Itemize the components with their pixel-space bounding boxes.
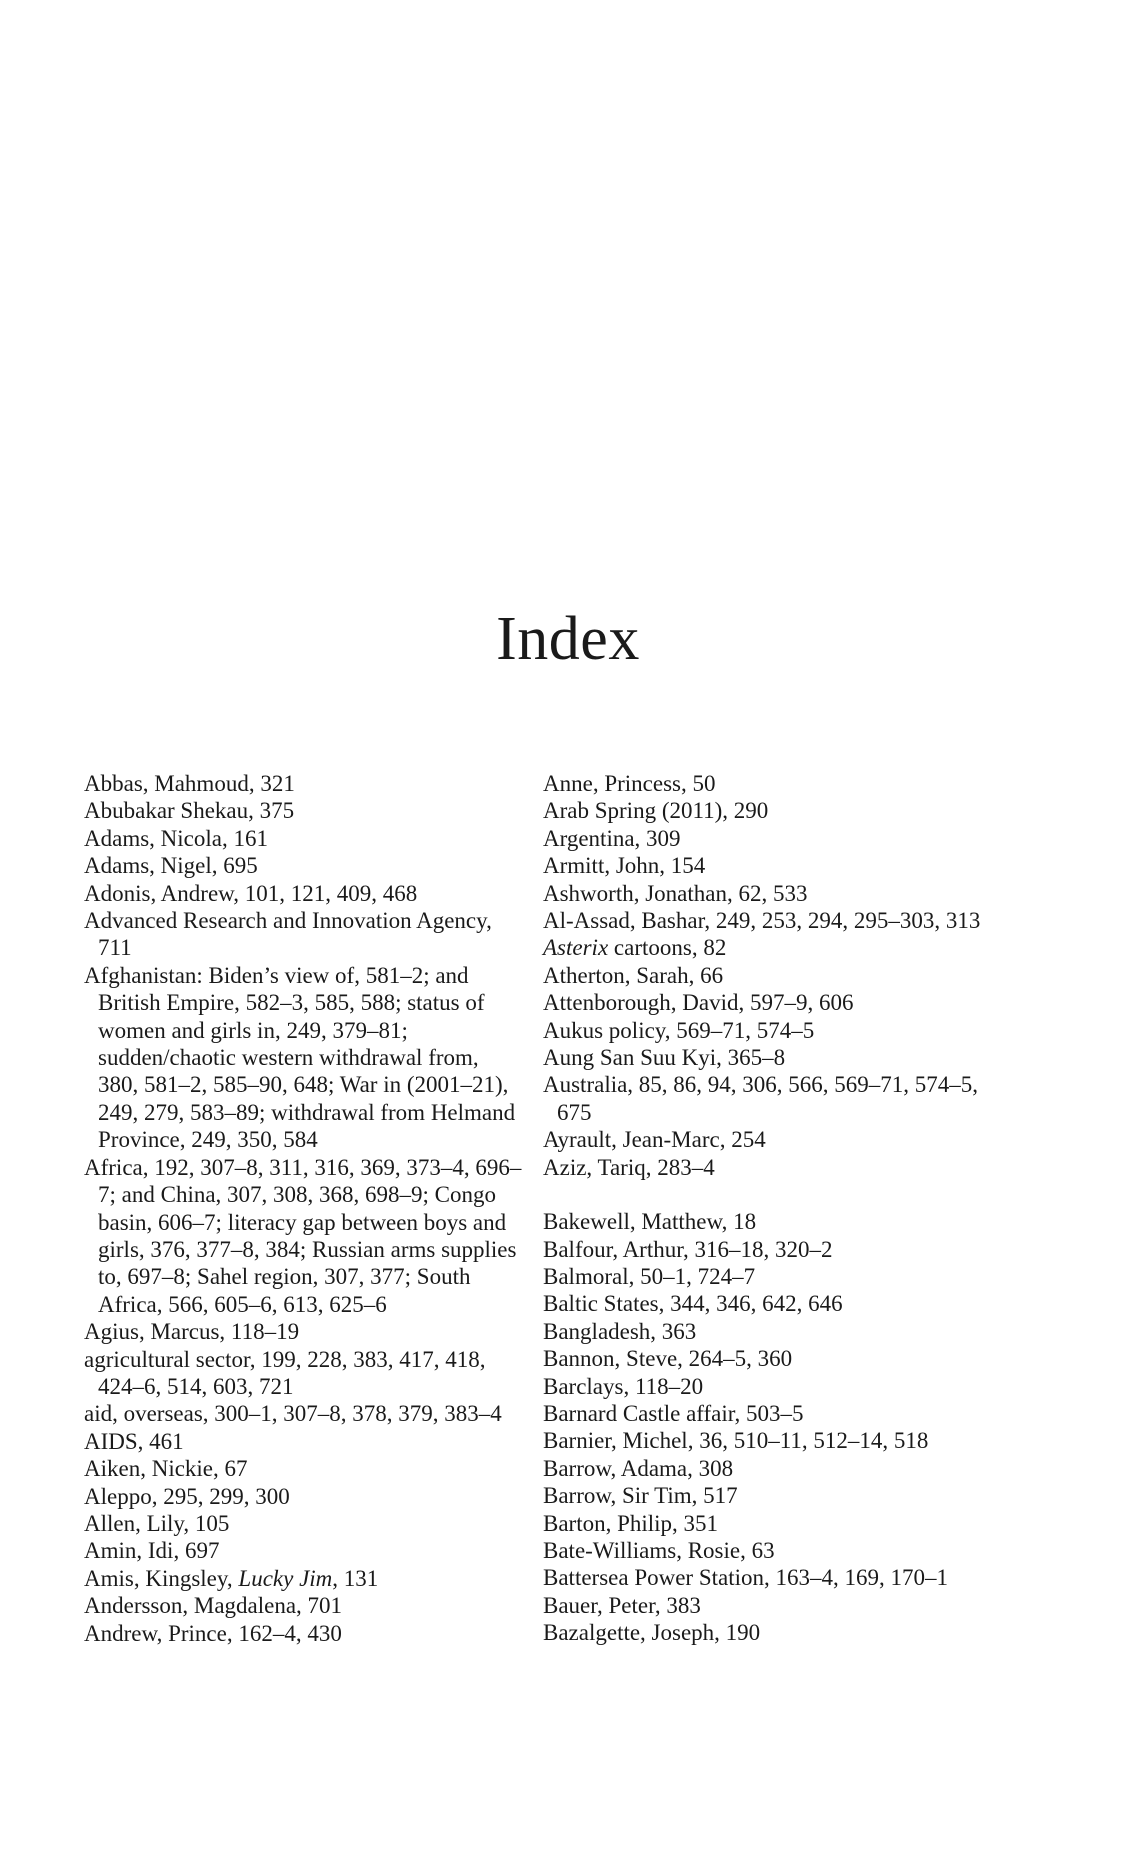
entry-text: Advanced Research and Innovation Agency, 711 (84, 908, 492, 961)
entry-text: Anne, Princess, 50 (543, 771, 716, 796)
index-entry (543, 1345, 1013, 1372)
index-entry (543, 989, 1013, 1016)
group-separator (543, 1181, 1013, 1208)
index-entry (84, 770, 524, 797)
entry-text: Balmoral, 50–1, 724–7 (543, 1263, 756, 1289)
entry-text: Al-Assad, Bashar, 249, 253, 294, 295–303, 313 (543, 908, 981, 934)
index-entry (84, 1318, 524, 1345)
entry-text: Amin, Idi, 697 (84, 1538, 220, 1564)
entry-title-italic: Lucky Jim (238, 1565, 333, 1591)
entry-text: Barton, Philip, 351 (543, 1510, 719, 1536)
entry-text: Balfour, Arthur, 316–18, 320–2 (543, 1236, 833, 1262)
entry-text: aid, overseas, 300–1, 307–8, 378, 379, 383–4 (84, 1401, 502, 1427)
index-entry (543, 1318, 1013, 1345)
entry-text: Armitt, John, 154 (543, 853, 706, 879)
index-column-left (84, 770, 524, 1647)
index-entry (84, 962, 524, 1154)
entry-text: Arab Spring (2011), 290 (543, 798, 769, 824)
index-entry (543, 1071, 1013, 1126)
index-entry (543, 1455, 1013, 1482)
entry-text: Baltic States, 344, 346, 642, 646 (543, 1291, 843, 1317)
entry-text: Argentina, 309 (543, 825, 681, 851)
index-entry (84, 907, 524, 962)
entry-text: Agius, Marcus, 118–19 (84, 1319, 300, 1345)
index-entry (84, 1400, 524, 1427)
entry-text: Abubakar Shekau, 375 (84, 798, 295, 824)
index-entry (543, 1290, 1013, 1317)
index-entry (543, 1126, 1013, 1153)
entry-text: Aukus policy, 569–71, 574–5 (543, 1017, 815, 1043)
index-entry (543, 907, 1013, 934)
index-entry (84, 1483, 524, 1510)
entry-text: Barnier, Michel, 36, 510–11, 512–14, 518 (543, 1428, 929, 1454)
index-entry (543, 1564, 1013, 1591)
entry-text: Ashworth, Jonathan, 62, 533 (543, 880, 808, 906)
entry-text: Adams, Nicola, 161 (84, 825, 268, 851)
index-entry (543, 1236, 1013, 1263)
entry-text: Bakewell, Matthew, 18 (543, 1209, 757, 1235)
index-entry (543, 1154, 1013, 1181)
index-entry (543, 1263, 1013, 1290)
entry-text: Aleppo, 295, 299, 300 (84, 1483, 290, 1509)
entry-text: Amis, Kingsley, (84, 1565, 239, 1591)
index-entry (84, 1565, 524, 1592)
entry-text-suffix: cartoons, 82 (608, 935, 727, 961)
entry-text: Bazalgette, Joseph, 190 (543, 1620, 761, 1646)
entry-text: Andrew, Prince, 162–4, 430 (84, 1620, 342, 1646)
page-title: Index (496, 605, 640, 673)
entry-text: Barrow, Adama, 308 (543, 1455, 734, 1481)
index-entry (543, 1619, 1013, 1646)
index-entry (543, 934, 1013, 961)
entry-text: Allen, Lily, 105 (84, 1510, 230, 1536)
index-entry (543, 852, 1013, 879)
entry-text-suffix: , 131 (332, 1565, 379, 1591)
entry-text: Aziz, Tariq, 283–4 (543, 1154, 715, 1180)
index-entry (543, 1482, 1013, 1509)
entry-text: Atherton, Sarah, 66 (543, 962, 724, 988)
index-entry (543, 825, 1013, 852)
index-entry (543, 1592, 1013, 1619)
entry-text: Australia, 85, 86, 94, 306, 566, 569–71, 574–5, 675 (543, 1072, 979, 1125)
index-entry (84, 880, 524, 907)
entry-text: Afghanistan: Biden’s view of, 581–2; and British Empire, 582–3, 585, 588; status of women and girls in, 249, 379–81; sudden/chaotic western withdrawal from, 380, 581–2, 585–90, 648; War in (2001–21), 249, 279, 583–89; withdrawal from Helmand Province, 249, 350, 584 (84, 962, 516, 1153)
index-entry (543, 770, 1013, 797)
entry-text: Adams, Nigel, 695 (84, 853, 258, 879)
index-entry (84, 1455, 524, 1482)
index-entry (84, 825, 524, 852)
index-entry (543, 1208, 1013, 1235)
index-entry (84, 1154, 524, 1318)
index-entry (543, 1044, 1013, 1071)
entry-text: Attenborough, David, 597–9, 606 (543, 990, 854, 1016)
entry-text: Barnard Castle affair, 503–5 (543, 1400, 804, 1426)
index-entry (543, 1510, 1013, 1537)
index-entry (543, 1427, 1013, 1454)
entry-text: Barclays, 118–20 (543, 1373, 704, 1399)
entry-text: Andersson, Magdalena, 701 (84, 1593, 343, 1619)
index-entry (84, 1592, 524, 1619)
entry-text: Adonis, Andrew, 101, 121, 409, 468 (84, 880, 418, 906)
entry-text: Aung San Suu Kyi, 365–8 (543, 1045, 786, 1071)
index-entry (543, 1400, 1013, 1427)
index-entry (543, 1373, 1013, 1400)
index-entry (84, 1510, 524, 1537)
index-entry (543, 797, 1013, 824)
index-entry (84, 1537, 524, 1564)
index-entry (543, 880, 1013, 907)
index-group-a (543, 770, 1013, 1181)
index-entry (543, 962, 1013, 989)
index-entry (543, 1537, 1013, 1564)
index-column-right (543, 770, 1013, 1647)
entry-text: Barrow, Sir Tim, 517 (543, 1483, 738, 1509)
index-entry (84, 797, 524, 824)
index-group-b (543, 1208, 1013, 1647)
entry-text: Bauer, Peter, 383 (543, 1592, 701, 1618)
entry-title-italic: Asterix (543, 935, 609, 961)
entry-text: Bate-Williams, Rosie, 63 (543, 1537, 775, 1563)
entry-text: Ayrault, Jean-Marc, 254 (543, 1127, 766, 1153)
entry-text: Abbas, Mahmoud, 321 (84, 771, 295, 796)
index-entry (543, 1017, 1013, 1044)
entry-text: Battersea Power Station, 163–4, 169, 170–1 (543, 1565, 949, 1591)
index-entry (84, 1428, 524, 1455)
entry-text: Africa, 192, 307–8, 311, 316, 369, 373–4, 696–7; and China, 307, 308, 368, 698–9; Congo basin, 606–7; literacy gap between boys and girls, 376, 377–8, 384; Russian arms supplies to, 697–8; Sahel region, 307, 377; South Africa, 566, 605–6, 613, 625–6 (84, 1154, 522, 1317)
index-entry (84, 1346, 524, 1401)
index-entry (84, 852, 524, 879)
entry-text: Aiken, Nickie, 67 (84, 1456, 248, 1482)
entry-text: agricultural sector, 199, 228, 383, 417, 418, 424–6, 514, 603, 721 (84, 1346, 486, 1399)
index-entry (84, 1620, 524, 1647)
entry-text: Bangladesh, 363 (543, 1318, 697, 1344)
entry-text: AIDS, 461 (84, 1428, 184, 1454)
entry-text: Bannon, Steve, 264–5, 360 (543, 1346, 793, 1372)
